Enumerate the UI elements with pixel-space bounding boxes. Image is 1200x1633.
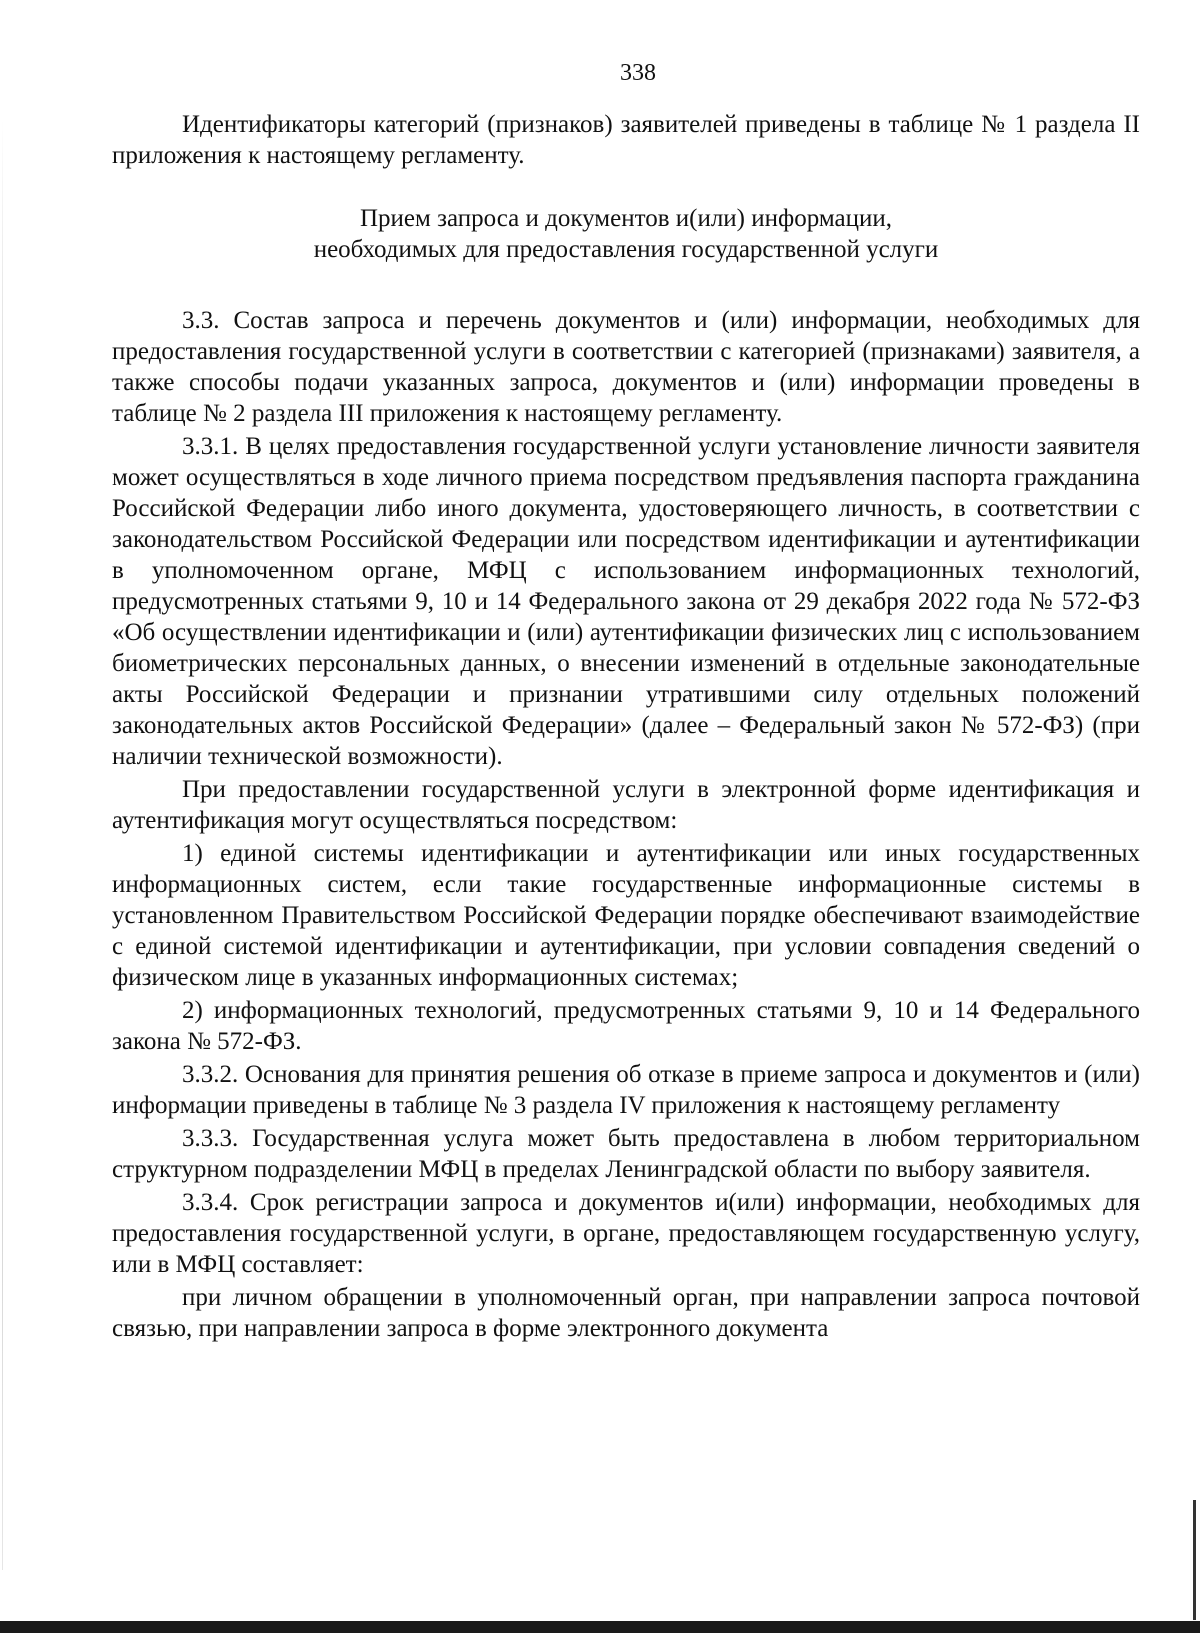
section-heading (112, 203, 1140, 265)
scan-shadow-left (2, 120, 3, 1570)
scan-shadow-bottom (0, 1621, 1200, 1633)
page-number: 338 (620, 60, 656, 86)
list-item-2: 2) информационных технологий, предусмотренных статьями 9, 10 и 14 Федерального закона № 572-ФЗ. (112, 997, 1140, 1055)
list-item-1: 1) единой системы идентификации и аутентификации или иных государственных информационных систем, если такие государственные информационные системы в установленном Правительством Российской Федерации порядке обеспечивают взаимодействие с единой системой идентификации и аутентификации, при условии совпадения сведений о физическом лице в указанных информационных системах; (112, 840, 1140, 991)
paragraph-3-3-3: 3.3.3. Государственная услуга может быть предоставлена в любом территориальном структурном подразделении МФЦ в пределах Ленинградской области по выбору заявителя. (112, 1125, 1140, 1183)
section-heading-line-2: необходимых для предоставления государственной услуги (313, 236, 939, 263)
scan-shadow-right (1193, 1500, 1196, 1620)
paragraph-3-3-4: 3.3.4. Срок регистрации запроса и документов и(или) информации, необходимых для предоставления государственной услуги, в органе, предоставляющем государственную услугу, или в МФЦ составляет: (112, 1189, 1140, 1278)
section-heading-line-1: Прием запроса и документов и(или) информации, (360, 205, 892, 232)
intro-paragraph: Идентификаторы категорий (признаков) заявителей приведены в таблице № 1 раздела II приложения к настоящему регламенту. (112, 111, 1140, 169)
paragraph-3-3: 3.3. Состав запроса и перечень документов и (или) информации, необходимых для предоставления государственной услуги в соответствии с категорией (признаками) заявителя, а также способы подачи указанных запроса, документов и (или) информации проведены в таблице № 2 раздела III приложения к настоящему регламенту. (112, 307, 1140, 427)
paragraph-electronic-form: При предоставлении государственной услуги в электронной форме идентификация и аутентификация могут осуществляться посредством: (112, 776, 1140, 834)
paragraph-personal-appeal: при личном обращении в уполномоченный орган, при направлении запроса почтовой связью, при направлении запроса в форме электронного документа (112, 1284, 1140, 1342)
paragraph-3-3-2: 3.3.2. Основания для принятия решения об отказе в приеме запроса и документов и (или) информации приведены в таблице № 3 раздела IV приложения к настоящему регламенту (112, 1061, 1140, 1119)
paragraph-3-3-1: 3.3.1. В целях предоставления государственной услуги установление личности заявителя может осуществляться в ходе личного приема посредством предъявления паспорта гражданина Российской Федерации либо иного документа, удостоверяющего личность, в соответствии с законодательством Российской Федерации или посредством идентификации и аутентификации в уполномоченном органе, МФЦ с использованием информационных технологий, предусмотренных статьями 9, 10 и 14 Федерального закона от 29 декабря 2022 года № 572-ФЗ «Об осуществлении идентификации и (или) аутентификации физических лиц с использованием биометрических персональных данных, о внесении изменений в отдельные законодательные акты Российской Федерации и признании утратившими силу отдельных положений законодательных актов Российской Федерации» (далее – Федеральный закон № 572-ФЗ) (при наличии технической возможности). (112, 433, 1140, 770)
document-body (112, 50, 1140, 1344)
